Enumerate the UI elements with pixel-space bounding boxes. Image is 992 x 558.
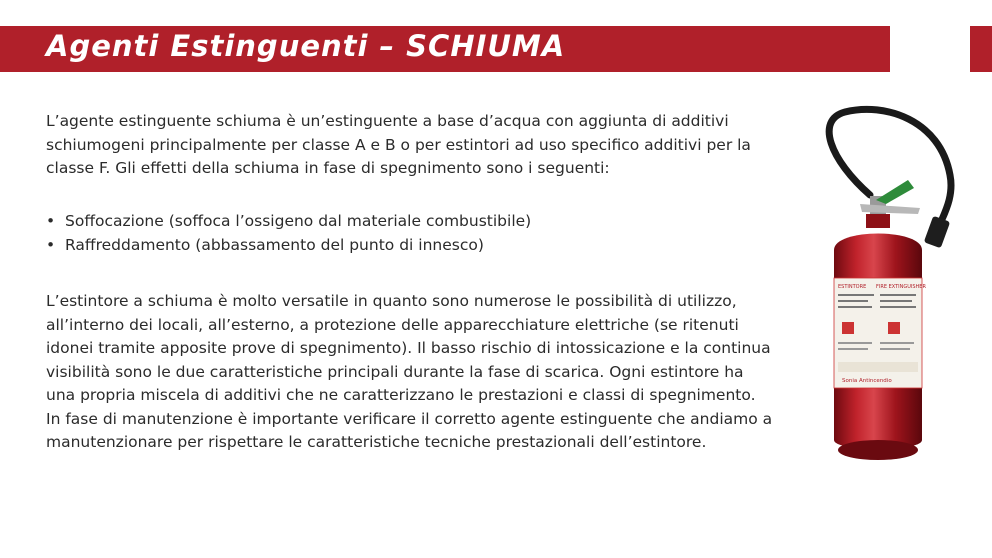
- title-bar: [0, 26, 890, 72]
- accent-block: [970, 26, 992, 72]
- slide-title: Agenti Estinguenti – SCHIUMA: [46, 29, 566, 63]
- label-heading-left: ESTINTORE: [838, 284, 867, 290]
- list-item: • Raffreddamento (abbassamento del punto di innesco): [46, 234, 531, 258]
- intro-paragraph: L’agente estinguente schiuma è un’estinguente a base d’acqua con aggiunta di additivi schiumogeni principalmente per classe A e B o per estintori ad uso specifico additivi per la classe F. Gli effetti della schiuma in fase di spegnimento sono i seguenti:: [46, 112, 751, 177]
- fire-extinguisher-image: [790, 100, 980, 470]
- effects-list: [46, 210, 531, 257]
- list-item: • Soffocazione (soffoca l’ossigeno dal materiale combustibile): [46, 210, 531, 234]
- label-heading-right: FIRE EXTINGUISHER: [876, 284, 926, 290]
- body-paragraph: L’estintore a schiuma è molto versatile in quanto sono numerose le possibilità di utilizzo, all’interno dei locali, all’esterno, a protezione delle apparecchiature elettriche (se ritenuti idonei tramite apposite prove di spegnimento). Il basso rischio di intossicazione e la continua visibilità sono le due caratteristiche principali durante la fase di scarica. Ogni estintore ha una propria miscela di additivi che ne caratterizzano le prestazioni e classi di spegnimento. In fase di manutenzione è importante verificare il corretto agente estinguente che andiamo a manutenzionare per rispettare le caratteristiche tecniche prestazionali dell’estintore.: [46, 292, 773, 451]
- label-brand: Sonia Antincendio: [842, 378, 892, 384]
